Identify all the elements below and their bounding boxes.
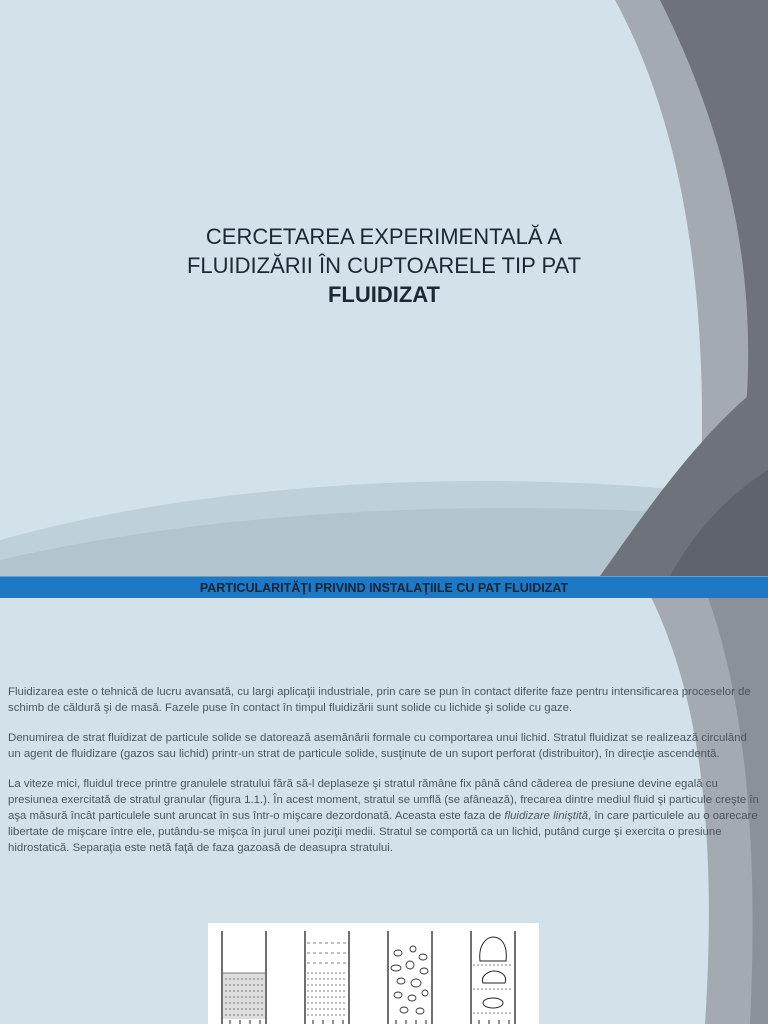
content-slide	[0, 576, 768, 1024]
title-line-3: FLUIDIZAT	[327, 282, 440, 307]
paragraph-2: Denumirea de strat fluidizat de particule solide se datorează asemănării formale cu comportarea unui lichid. Stratul fluidizat se realizează circulând un agent de fluidizare (gazos sau lichid) printr-un strat de particule solide, susţinute de un suport perforat (distribuitor), în direcţie ascendentă.	[8, 732, 747, 760]
paragraph-3-part-1: La viteze mici, fluidul trece printre granulele stratului fără să-l deplaseze şi stratul rămâne fix până când căderea de presiune devine egală cu presiunea exercitată de stratul granular (figura 1.1.). În acest moment, stratul se umflă (se afânează), frecarea dintre mediul fluid şi particule creşte în aşa măsură încât particulele sunt aruncat în sus într-o mişcare dezordonată. Aceasta este faza de	[8, 778, 759, 822]
paragraph-3-part-2: , în care particulele au o oarecare libertate de mişcare între ele, putându-se mişca în jurul unei poziţii medii. Stratul se comportă ca un lichid, putând curge şi exercita o presiune hidrostatică. Separaţia este netă faţă de faza gazoasă de deasupra stratului.	[8, 810, 758, 854]
slide-title	[120, 222, 648, 309]
paragraph-3-emphasis: fluidizare liniştită	[504, 810, 588, 822]
fluidization-figure	[208, 923, 539, 1024]
section-heading: PARTICULARITĂŢI PRIVIND INSTALAŢIILE CU PAT FLUIDIZAT	[0, 576, 768, 598]
paragraph-1: Fluidizarea este o tehnică de lucru avansată, cu largi aplicaţii industriale, prin care se pun în contact diferite faze pentru intensificarea proceselor de schimb de căldură şi de masă. Fazele puse în contact în timpul fluidizării sunt solide cu lichide şi solide cu gaze.	[8, 686, 751, 714]
paragraph-3	[8, 776, 760, 856]
fluidized-bed-diagram	[208, 923, 539, 1024]
body-text	[8, 684, 760, 870]
title-line-2: FLUIDIZĂRII ÎN CUPTOARELE TIP PAT	[186, 253, 582, 278]
title-line-1: CERCETAREA EXPERIMENTALĂ A	[205, 224, 563, 249]
